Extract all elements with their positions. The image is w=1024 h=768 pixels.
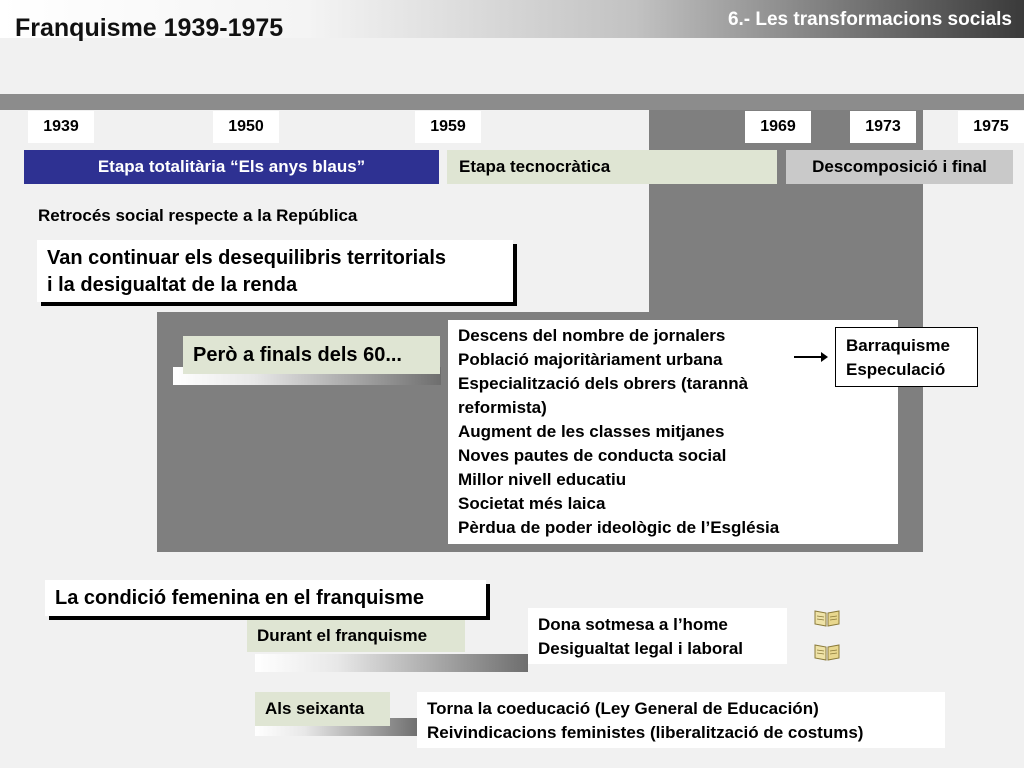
durant-list <box>528 608 787 664</box>
list-item: Noves pautes de conducta social <box>458 446 727 465</box>
seixanta-label: Als seixanta <box>255 692 390 726</box>
list-item: Dona sotmesa a l’home <box>538 615 728 634</box>
list-item: Població majoritàriament urbana <box>458 350 723 369</box>
book-icon <box>812 608 842 628</box>
finals60-label: Però a finals dels 60... <box>183 336 440 374</box>
year-1973: 1973 <box>850 111 916 143</box>
era-descomposicio: Descomposició i final <box>786 150 1013 184</box>
era-totalitaria: Etapa totalitària “Els anys blaus” <box>24 150 439 184</box>
durant-label: Durant el franquisme <box>247 620 465 652</box>
year-1939: 1939 <box>28 111 94 143</box>
page-title: Franquisme 1939-1975 <box>15 14 284 42</box>
year-1959: 1959 <box>415 111 481 143</box>
list-item: Descens del nombre de jornalers <box>458 326 726 345</box>
list-item: Augment de les classes mitjanes <box>458 422 725 441</box>
femenina-heading: La condició femenina en el franquisme <box>45 580 486 616</box>
list-item: Pèrdua de poder ideològic de l’Església <box>458 518 780 537</box>
year-1969: 1969 <box>745 111 811 143</box>
book-icon <box>812 642 842 662</box>
arrow-right-icon <box>793 350 829 364</box>
timeline-bar <box>0 94 1024 110</box>
retroces-text: Retrocés social respecte a la República <box>38 206 358 225</box>
list-item: reformista) <box>458 398 547 417</box>
consequences-box <box>835 327 978 387</box>
desequilibris-line: i la desigualtat de la renda <box>47 274 298 296</box>
list-item: Barraquisme <box>846 336 950 355</box>
list-item: Reivindicacions feministes (liberalització de costums) <box>427 723 864 742</box>
desequilibris-box <box>37 240 513 302</box>
changes-list <box>448 320 898 544</box>
seixanta-list <box>417 692 945 748</box>
list-item: Torna la coeducació (Ley General de Educación) <box>427 699 819 718</box>
list-item: Especulació <box>846 360 946 379</box>
year-1975: 1975 <box>958 111 1024 143</box>
desequilibris-line: Van continuar els desequilibris territorials <box>47 247 447 269</box>
year-1950: 1950 <box>213 111 279 143</box>
list-item: Especialització dels obrers (tarannà <box>458 374 749 393</box>
list-item: Desigualtat legal i laboral <box>538 639 744 658</box>
section-title: 6.- Les transformacions socials <box>727 9 1012 30</box>
list-item: Societat més laica <box>458 494 606 513</box>
era-tecnocratica: Etapa tecnocràtica <box>447 150 777 184</box>
gradient-bar <box>255 654 528 672</box>
list-item: Millor nivell educatiu <box>458 470 627 489</box>
